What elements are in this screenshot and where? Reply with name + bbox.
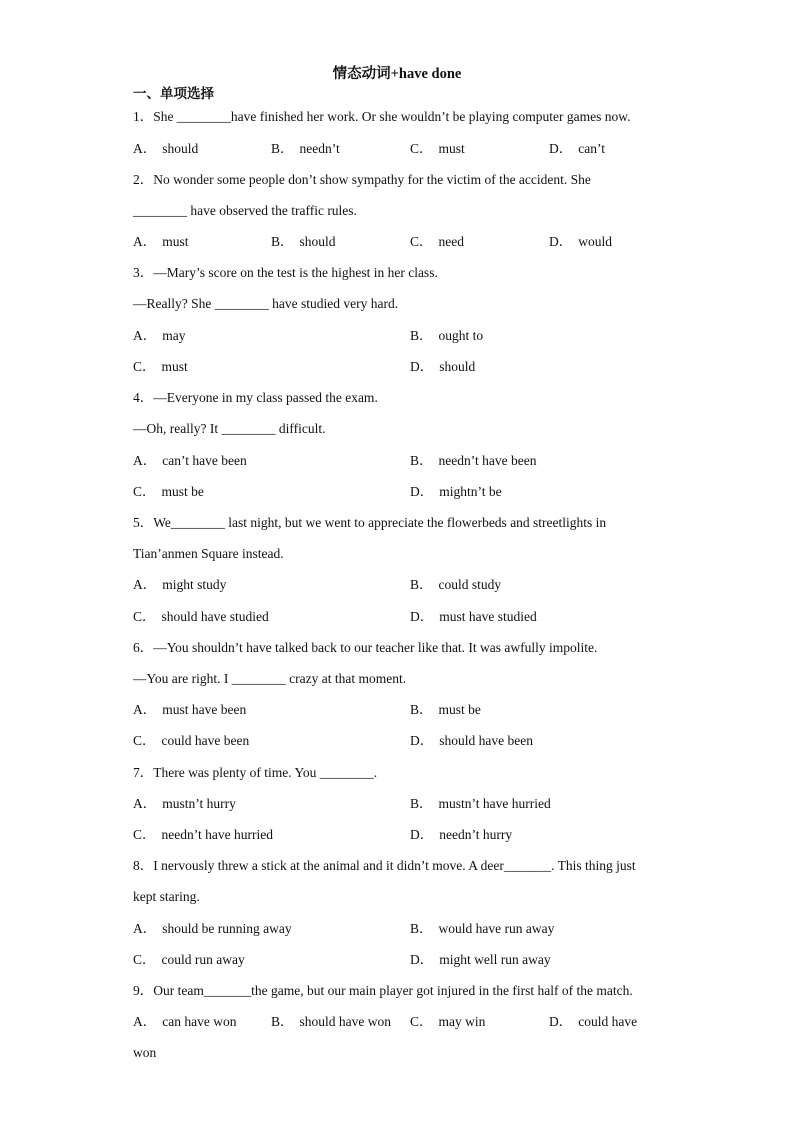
question-7-option-d (410, 826, 512, 844)
question-8-option-d (410, 951, 551, 969)
question-4-option-b (410, 452, 536, 470)
option-text: should be running away (162, 921, 292, 936)
question-8-stem-cont (133, 888, 200, 906)
question-text: She ________have finished her work. Or she wouldn’t be playing computer games now. (153, 109, 631, 124)
question-9-option-a (133, 1013, 236, 1031)
option-text: must have studied (439, 609, 537, 624)
question-1-option-a (133, 140, 198, 158)
question-3-option-d (410, 358, 475, 376)
question-4-option-a (133, 452, 247, 470)
question-8-option-a (133, 920, 292, 938)
option-letter: D． (410, 733, 434, 748)
question-7-option-b (410, 795, 551, 813)
option-letter: C． (133, 952, 156, 967)
question-5-option-b (410, 576, 501, 594)
option-letter: C． (410, 234, 433, 249)
option-letter: C． (133, 484, 156, 499)
question-number: 9． (133, 983, 154, 998)
option-text: needn’t have been (438, 453, 537, 468)
question-6-stem-cont (133, 670, 406, 688)
question-6-option-b (410, 701, 481, 719)
question-6-option-a (133, 701, 246, 719)
option-letter: A． (133, 796, 157, 811)
question-text: Tian’anmen Square instead. (133, 546, 284, 561)
question-number: 5． (133, 515, 154, 530)
page-title: 情态动词+have done (332, 66, 462, 82)
option-text: could run away (161, 952, 245, 967)
question-9-option-d-overflow (133, 1044, 156, 1062)
question-text: ________ have observed the traffic rules. (133, 203, 357, 218)
question-5-stem (133, 514, 606, 532)
question-5-option-a (133, 576, 226, 594)
section-heading: 一、单项选择 (133, 86, 214, 101)
option-letter: A． (133, 141, 157, 156)
option-text: might study (162, 577, 227, 592)
option-text: could have been (161, 733, 250, 748)
question-7-stem (133, 764, 377, 782)
option-text: must be (438, 702, 481, 717)
option-text: should (439, 359, 476, 374)
question-9-stem (133, 982, 633, 1000)
question-text: No wonder some people don’t show sympathy for the victim of the accident. She (153, 172, 591, 187)
question-number: 3． (133, 265, 154, 280)
option-text: ought to (438, 328, 484, 343)
option-letter: C． (410, 1014, 433, 1029)
option-letter: B． (410, 702, 433, 717)
question-number: 6． (133, 640, 154, 655)
option-text: would (578, 234, 612, 249)
option-letter: D． (410, 609, 434, 624)
question-4-stem-cont (133, 420, 325, 438)
option-letter: D． (549, 1014, 573, 1029)
option-letter: A． (133, 1014, 157, 1029)
question-4-stem (133, 389, 378, 407)
question-3-option-c (133, 358, 188, 376)
option-letter: C． (133, 609, 156, 624)
question-text: —You are right. I ________ crazy at that moment. (133, 671, 407, 686)
option-letter: C． (133, 827, 156, 842)
question-5-option-c (133, 608, 269, 626)
option-text: should (162, 141, 199, 156)
question-number: 7． (133, 765, 154, 780)
option-letter: A． (133, 921, 157, 936)
question-text: —Everyone in my class passed the exam. (153, 390, 378, 405)
question-number: 4． (133, 390, 154, 405)
option-letter: B． (271, 141, 294, 156)
question-text: kept staring. (133, 889, 200, 904)
question-text: —Really? She ________ have studied very hard. (133, 296, 399, 311)
option-text: mustn’t have hurried (438, 796, 551, 811)
question-text: —You shouldn’t have talked back to our teacher like that. It was awfully impolite. (153, 640, 598, 655)
question-9-option-b (271, 1013, 391, 1031)
option-text: needn’t hurry (439, 827, 513, 842)
option-text: needn’t (299, 141, 340, 156)
question-1-option-d (549, 140, 605, 158)
option-letter: D． (410, 484, 434, 499)
question-4-option-c (133, 483, 204, 501)
option-text: must (161, 359, 188, 374)
option-letter: A． (133, 328, 157, 343)
question-text: —Mary’s score on the test is the highest in her class. (153, 265, 438, 280)
question-1-option-c (410, 140, 465, 158)
option-text: need (438, 234, 464, 249)
option-text: could study (438, 577, 502, 592)
option-text: won (133, 1045, 157, 1060)
question-text: —Oh, really? It ________ difficult. (133, 421, 326, 436)
question-6-option-c (133, 732, 249, 750)
option-text: may (162, 328, 186, 343)
question-text: There was plenty of time. You ________. (153, 765, 378, 780)
question-2-stem (133, 171, 591, 189)
question-3-stem (133, 264, 438, 282)
option-letter: D． (410, 359, 434, 374)
option-letter: D． (410, 827, 434, 842)
option-letter: B． (271, 234, 294, 249)
question-number: 1． (133, 109, 154, 124)
option-letter: C． (410, 141, 433, 156)
question-2-stem-cont (133, 202, 357, 220)
option-text: mightn’t be (439, 484, 502, 499)
option-text: could have (578, 1014, 638, 1029)
option-letter: B． (410, 453, 433, 468)
option-text: must (162, 234, 189, 249)
question-2-option-b (271, 233, 336, 251)
option-letter: B． (271, 1014, 294, 1029)
question-3-option-b (410, 327, 483, 345)
option-letter: A． (133, 234, 157, 249)
question-7-option-a (133, 795, 236, 813)
option-text: can’t (578, 141, 605, 156)
question-3-option-a (133, 327, 186, 345)
option-text: may win (438, 1014, 486, 1029)
option-letter: B． (410, 577, 433, 592)
question-1-option-b (271, 140, 340, 158)
question-9-option-d (549, 1013, 637, 1031)
option-letter: B． (410, 921, 433, 936)
option-text: should have studied (161, 609, 269, 624)
option-letter: C． (133, 359, 156, 374)
question-text: I nervously threw a stick at the animal and it didn’t move. A deer_______. This thing just (153, 858, 636, 873)
option-letter: D． (410, 952, 434, 967)
option-letter: A． (133, 702, 157, 717)
option-text: must have been (162, 702, 247, 717)
option-text: must (438, 141, 465, 156)
question-2-option-c (410, 233, 464, 251)
option-text: should (299, 234, 336, 249)
option-text: would have run away (438, 921, 555, 936)
question-number: 8． (133, 858, 154, 873)
option-letter: D． (549, 141, 573, 156)
question-text: Our team_______the game, but our main player got injured in the first half of the match. (153, 983, 633, 998)
question-6-option-d (410, 732, 533, 750)
option-text: can have won (162, 1014, 237, 1029)
option-letter: A． (133, 453, 157, 468)
option-letter: B． (410, 796, 433, 811)
question-5-stem-cont (133, 545, 284, 563)
question-5-option-d (410, 608, 537, 626)
question-7-option-c (133, 826, 273, 844)
option-letter: D． (549, 234, 573, 249)
option-text: should have won (299, 1014, 392, 1029)
option-letter: B． (410, 328, 433, 343)
question-9-option-c (410, 1013, 485, 1031)
question-4-option-d (410, 483, 502, 501)
option-letter: A． (133, 577, 157, 592)
question-2-option-d (549, 233, 612, 251)
question-8-stem (133, 857, 636, 875)
option-text: might well run away (439, 952, 551, 967)
question-8-option-b (410, 920, 554, 938)
question-2-option-a (133, 233, 189, 251)
option-text: mustn’t hurry (162, 796, 236, 811)
option-text: needn’t have hurried (161, 827, 273, 842)
question-text: We________ last night, but we went to appreciate the flowerbeds and streetlights in (153, 515, 607, 530)
option-text: can’t have been (162, 453, 247, 468)
question-6-stem (133, 639, 597, 657)
option-letter: C． (133, 733, 156, 748)
question-number: 2． (133, 172, 154, 187)
question-1-stem (133, 108, 631, 126)
question-8-option-c (133, 951, 245, 969)
question-3-stem-cont (133, 295, 398, 313)
option-text: must be (161, 484, 204, 499)
option-text: should have been (439, 733, 533, 748)
